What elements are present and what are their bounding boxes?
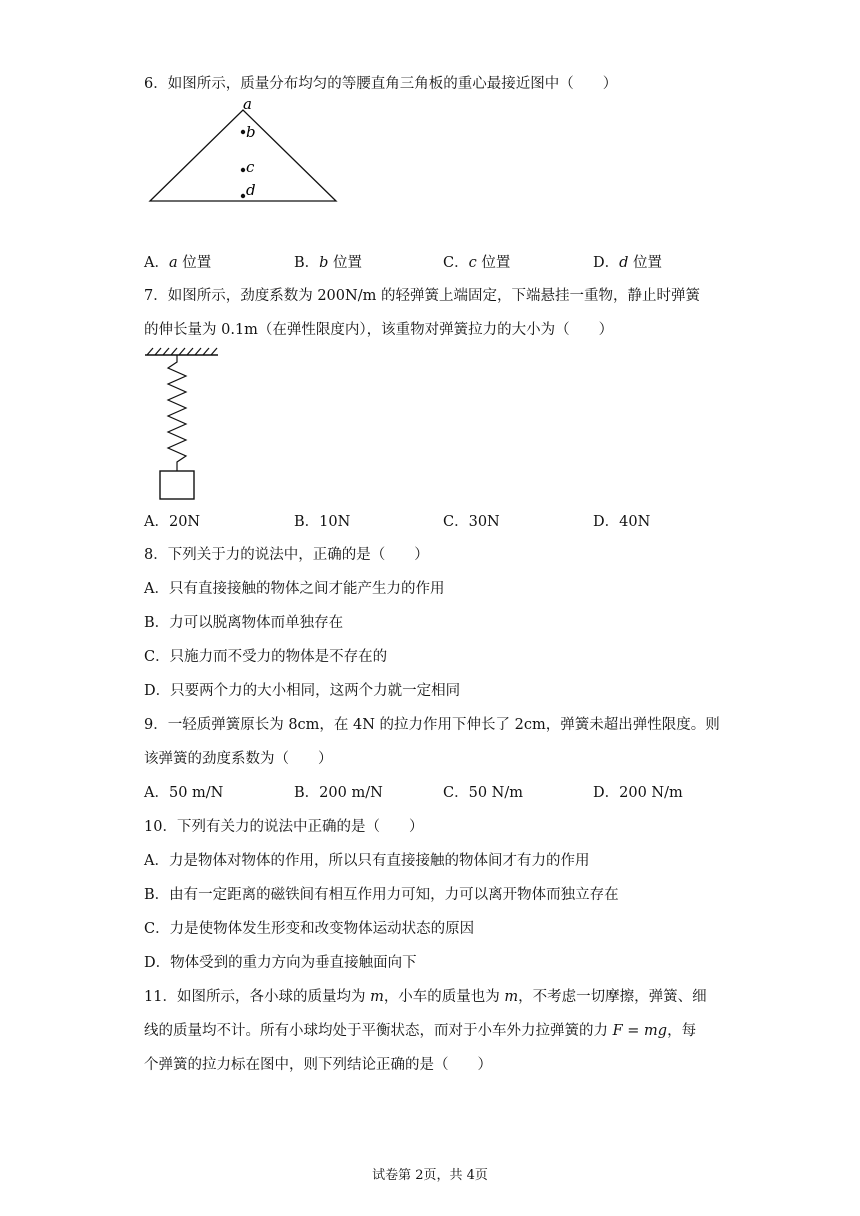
- q10-option-c[interactable]: C．力是使物体发生形变和改变物体运动状态的原因: [144, 921, 475, 937]
- q8-option-b[interactable]: B．力可以脱离物体而单独存在: [144, 615, 344, 631]
- spring: [168, 355, 186, 471]
- q7-option-c[interactable]: C．30N: [443, 514, 500, 530]
- q6-option-a[interactable]: A．a 位置: [144, 255, 212, 271]
- q10-option-b[interactable]: B．由有一定距离的磁铁间有相互作用力可知，力可以离开物体而独立存在: [144, 887, 619, 903]
- point-b: [241, 130, 245, 134]
- q9-option-d[interactable]: D．200 N/m: [593, 785, 683, 801]
- formula-f-mg: F = mg: [612, 1023, 668, 1039]
- q9-option-b[interactable]: B．200 m/N: [294, 785, 383, 801]
- q6-option-b[interactable]: B．b 位置: [294, 255, 363, 271]
- q10-stem: 10．下列有关力的说法中正确的是（ ）: [144, 819, 424, 835]
- label-b: b: [246, 123, 256, 141]
- var-m: m: [370, 989, 384, 1005]
- q7-option-b[interactable]: B．10N: [294, 514, 351, 530]
- q8-option-d[interactable]: D．只要两个力的大小相同，这两个力就一定相同: [144, 683, 461, 699]
- q7-option-d[interactable]: D．40N: [593, 514, 651, 530]
- q8-option-c[interactable]: C．只施力而不受力的物体是不存在的: [144, 649, 388, 665]
- point-d: [241, 194, 245, 198]
- q9-option-a[interactable]: A．50 m/N: [144, 785, 224, 801]
- q11-stem-line2: 线的质量均不计。所有小球均处于平衡状态，而对于小车外力拉弹簧的力 F = mg，每: [144, 1023, 697, 1039]
- ceiling-hatch: [147, 348, 217, 355]
- label-a: a: [243, 96, 252, 113]
- point-c: [241, 168, 245, 172]
- q7-stem-line2: 的伸长量为 0.1m（在弹性限度内），该重物对弹簧拉力的大小为（ ）: [144, 322, 614, 338]
- q9-stem-line2: 该弹簧的劲度系数为（ ）: [144, 751, 333, 767]
- q7-spring-figure: [142, 346, 222, 502]
- q10-option-d[interactable]: D．物体受到的重力方向为垂直接触面向下: [144, 955, 417, 971]
- q11-stem-line3: 个弹簧的拉力标在图中，则下列结论正确的是（ ）: [144, 1057, 492, 1073]
- q9-option-c[interactable]: C．50 N/m: [443, 785, 523, 801]
- label-c: c: [246, 158, 255, 176]
- q8-stem: 8．下列关于力的说法中，正确的是（ ）: [144, 547, 429, 563]
- q6-option-d[interactable]: D．d 位置: [593, 255, 663, 271]
- q6-stem: 6．如图所示，质量分布均匀的等腰直角三角板的重心最接近图中（ ）: [144, 76, 618, 92]
- q7-stem-line1: 7．如图所示，劲度系数为 200N/m 的轻弹簧上端固定，下端悬挂一重物，静止时弹簧: [144, 288, 700, 304]
- q7-option-a[interactable]: A．20N: [144, 514, 201, 530]
- page-footer: 试卷第 2页，共 4页: [372, 1168, 488, 1183]
- q10-option-a[interactable]: A．力是物体对物体的作用，所以只有直接接触的物体间才有力的作用: [144, 853, 590, 869]
- q6-triangle-figure: [140, 96, 350, 208]
- var-m: m: [504, 989, 519, 1005]
- q11-stem-line1: 11．如图所示，各小球的质量均为 m，小车的质量也为 m，不考虑一切摩擦，弹簧、细: [144, 989, 707, 1005]
- label-d: d: [246, 181, 256, 199]
- weight-block: [160, 471, 194, 499]
- isosceles-right-triangle: [150, 110, 336, 201]
- q8-option-a[interactable]: A．只有直接接触的物体之间才能产生力的作用: [144, 581, 445, 597]
- q6-option-c[interactable]: C．c 位置: [443, 255, 511, 271]
- q9-stem-line1: 9．一轻质弹簧原长为 8cm，在 4N 的拉力作用下伸长了 2cm，弹簧未超出弹性限度。则: [144, 717, 720, 733]
